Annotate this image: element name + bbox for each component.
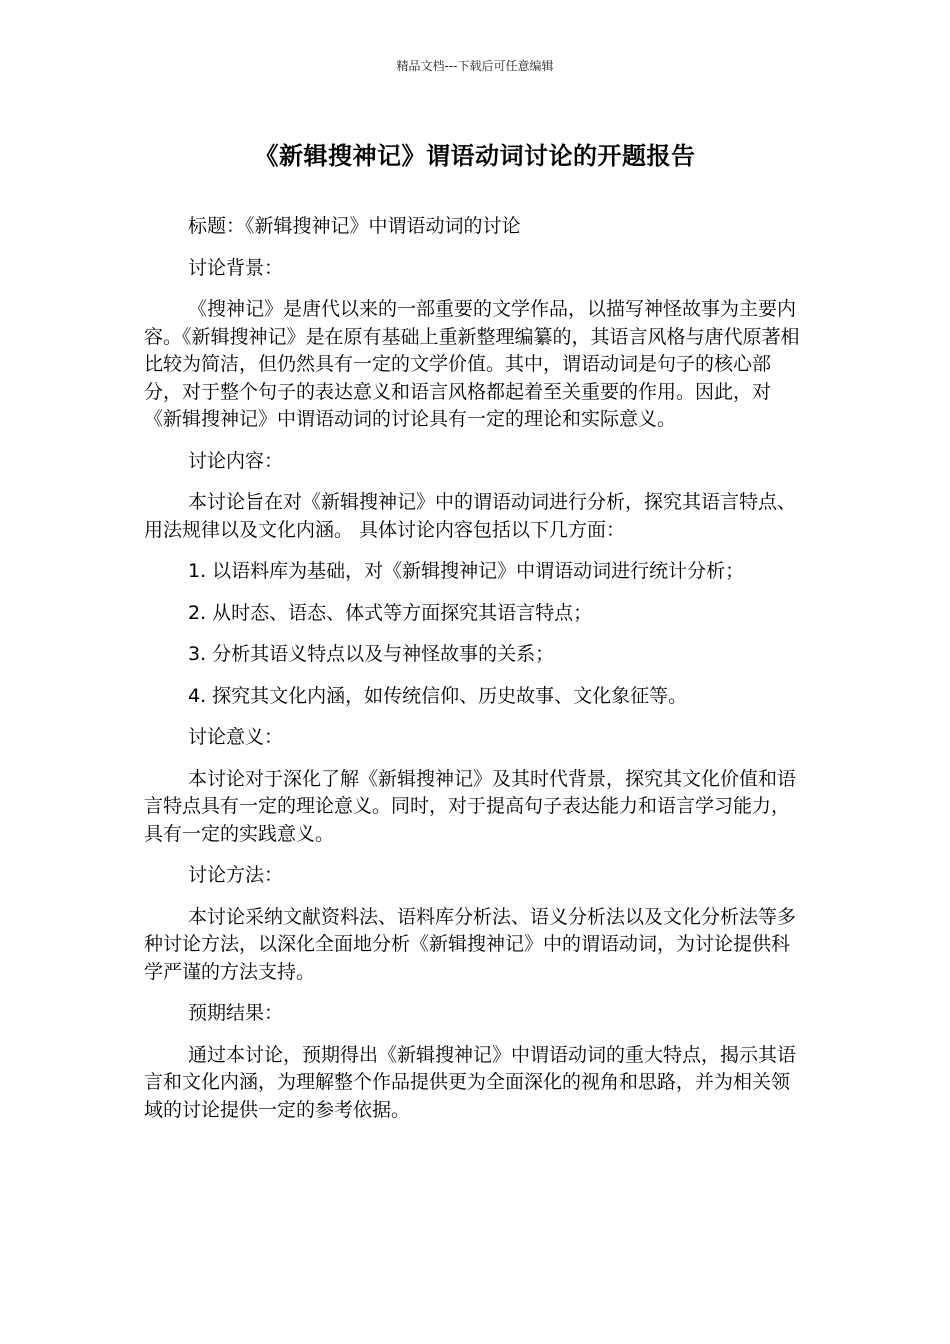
list-item: 1. 以语料库为基础，对《新辑搜神记》中谓语动词进行统计分析； bbox=[188, 560, 745, 582]
list-item: 2. 从时态、语态、体式等方面探究其语言特点； bbox=[188, 601, 593, 624]
heading-background: 讨论背景： bbox=[188, 256, 284, 279]
paragraph-subject: 标题：《新辑搜神记》中谓语动词的讨论 bbox=[188, 215, 521, 237]
paragraph-method: 本讨论采纳文献资料法、语料库分析法、语义分析法以及文化分析法等多种讨论方法，以深化全面地分析《新辑搜神记》中的谓语动词，为讨论提供科学严谨的方法支持。 bbox=[144, 905, 797, 983]
page-header: 精品文档---下载后可任意编辑 bbox=[396, 59, 554, 73]
list-item: 3. 分析其语义特点以及与神怪故事的关系； bbox=[188, 643, 555, 665]
heading-expected-results: 预期结果： bbox=[188, 1002, 284, 1024]
paragraph-background: 《搜神记》是唐代以来的一部重要的文学作品，以描写神怪故事为主要内容。《新辑搜神记》是在原有基础上重新整理编纂的，其语言风格与唐代原著相比较为简洁，但仍然具有一定的文学价值。其中，谓语动词是句子的核心部分，对于整个句子的表达意义和语言风格都起着至关重要的作用。因此，对《新辑搜神记》中谓语动词的讨论具有一定的理论和实际意义。 bbox=[144, 298, 800, 430]
heading-significance: 讨论意义： bbox=[188, 726, 284, 748]
paragraph-significance: 本讨论对于深化了解《新辑搜神记》及其时代背景，探究其文化价值和语言特点具有一定的理论意义。同时，对于提高句子表达能力和语言学习能力，具有一定的实践意义。 bbox=[144, 767, 797, 845]
list-item: 4. 探究其文化内涵，如传统信仰、历史故事、文化象征等。 bbox=[188, 684, 688, 707]
paragraph-expected-results: 通过本讨论，预期得出《新辑搜神记》中谓语动词的重大特点，揭示其语言和文化内涵，为理解整个作品提供更为全面深化的视角和思路，并为相关领域的讨论提供一定的参考依据。 bbox=[144, 1043, 797, 1121]
document-title: 《新辑搜神记》谓语动词讨论的开题报告 bbox=[254, 142, 696, 170]
paragraph-content: 本讨论旨在对《新辑搜神记》中的谓语动词进行分析，探究其语言特点、用法规律以及文化内涵。 具体讨论内容包括以下几方面： bbox=[144, 491, 797, 541]
heading-content: 讨论内容： bbox=[188, 449, 284, 472]
heading-method: 讨论方法： bbox=[188, 864, 284, 886]
document-body bbox=[144, 213, 806, 1138]
